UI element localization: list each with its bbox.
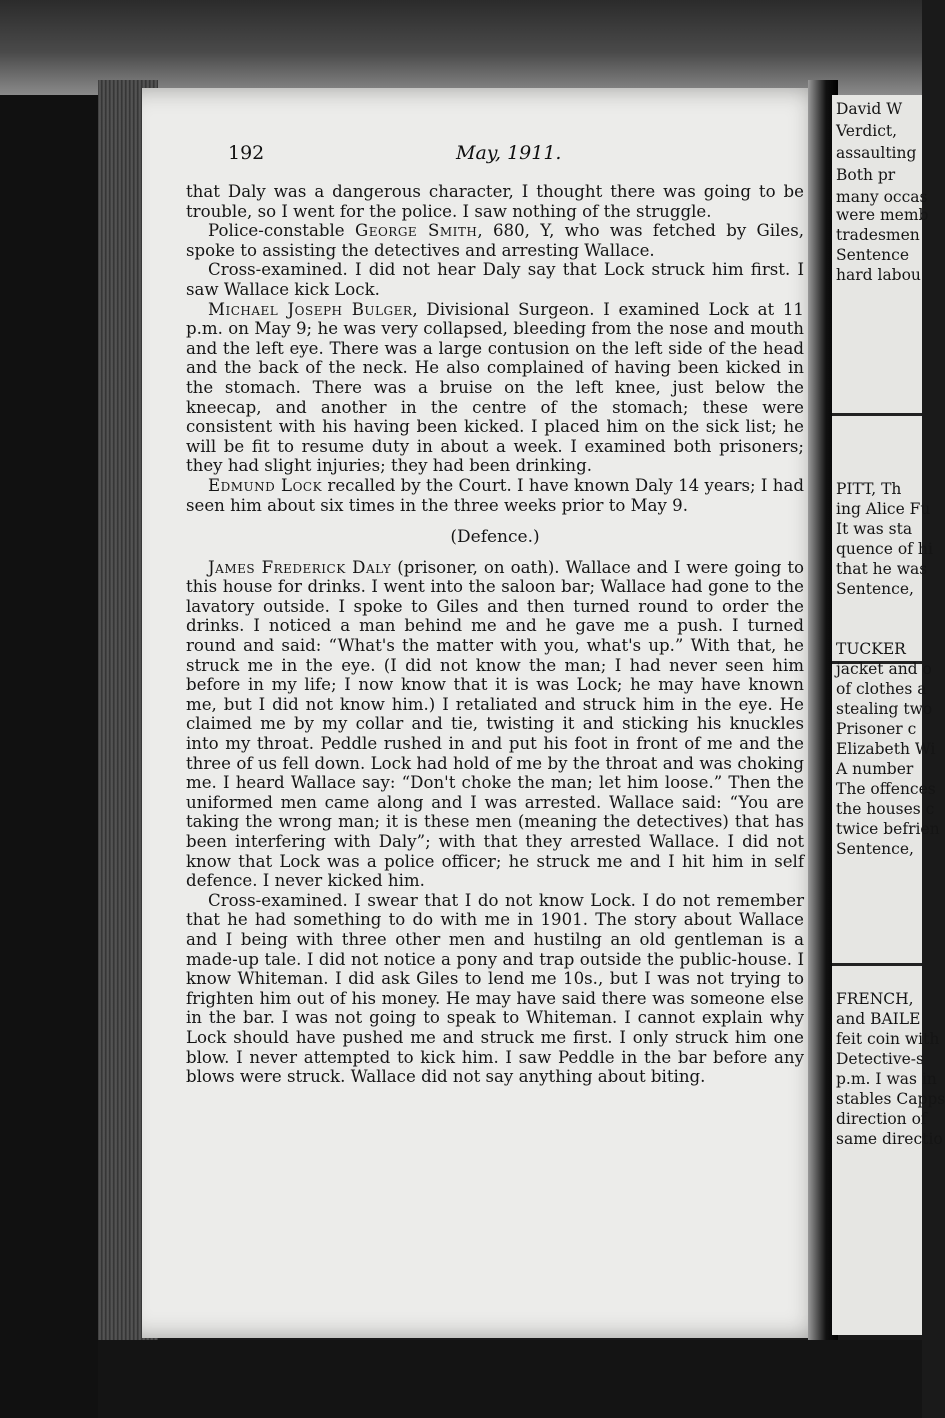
right-page-line: Elizabeth Wi <box>836 740 936 758</box>
paragraph-text: Cross-examined. I did not hear Daly say that Lock struck him first. I saw Wallace kick Lock. <box>186 260 804 299</box>
paragraph-text: Cross-examined. I swear that I do not know Lock. I do not remember that he had something to do with me in 1901. The story about Wallace and I being with three other men and hustilng an old gentleman is a made-up tale. I did not notice a pony and trap outside the public-house. I know Whiteman. I did ask Giles to lend me 10s., but I was not trying to frighten him out of his money. He may have said there was someone else in the bar. I was not going to speak to Whiteman. I cannot explain why Lock should have pushed me and struck me first. I only struck him one blow. I never attempted to kick him. I saw Peddle in the bar before any blows were struck. Wallace did not say anything about biting. <box>186 890 804 1087</box>
right-page-line: Sentence <box>836 246 910 264</box>
right-page-line: jacket and o <box>836 660 932 678</box>
right-page-line: of clothes a <box>836 680 927 698</box>
right-page-line: The offences <box>836 780 936 798</box>
scan-background-bottom <box>98 1340 922 1418</box>
right-page-line: twice befrien <box>836 820 940 838</box>
right-page-line: David W <box>836 100 903 118</box>
paragraph-text: (prisoner, on oath). Wallace and I were going to this house for drinks. I went into the saloon bar; Wallace had gone to the lavatory outside. I spoke to Giles and then turned round to order the drinks. I noticed a man behind me and he gave me a push. I turned round and said: “What's the matter with you, what's up.” With that, he struck me in the eye. (I did not know the man; I had never seen him before in my life; I now know that it is was Lock; he may have known me, but I did not know him.) I retaliated and struck him in the eye. He claimed me by my collar and tie, twisting it and sticking his knuckles into my throat. Peddle rushed in and put his foot in front of me and the three of us fell down. Lock had hold of me by the throat and was choking me. I heard Wallace say: “Don't choke the man; let him loose.” Then the uniformed men came along and I was arrested. Wallace said: “You are taking the wrong man; it is these men (meaning the detectives) that has been interfering with Daly”; with that they arrested Wallace. I did not know that Lock was a police officer; he struck me and I hit him in self defence. I never kicked him. <box>186 557 804 891</box>
right-page-line: A number <box>836 760 914 778</box>
right-page-line: TUCKER <box>836 640 906 658</box>
paragraph <box>186 260 804 299</box>
paragraph <box>186 476 804 515</box>
paragraph <box>186 300 804 476</box>
right-page-line: FRENCH, <box>836 990 914 1008</box>
body-text <box>186 182 804 1087</box>
witness-name: Michael Joseph Bulger <box>208 299 413 319</box>
right-page-line: ing Alice Fu <box>836 500 931 518</box>
page-number: 192 <box>228 142 265 164</box>
right-page-line: hard labou <box>836 266 921 284</box>
paragraph-text: Police-constable <box>208 221 355 241</box>
right-page-line: Both pr <box>836 166 896 184</box>
right-page-line: and BAILE <box>836 1010 921 1028</box>
right-page-line: Detective-s <box>836 1050 924 1068</box>
paragraph-text: , Divisional Surgeon. I examined Lock at 11 p.m. on May 9; he was very collapsed, bleeding from the nose and mouth and the left eye. There was a large contusion on the left side of the head and the back of the neck. He also complained of having been kicked in the stomach. There was a bruise on the left knee, just below the kneecap, and another in the centre of the stomach; these were consistent with his having been kicked. I placed him on the sick list; he will be fit to resume duty in about a week. I examined both prisoners; they had slight injuries; they had been drinking. <box>186 299 804 476</box>
paragraph-text: , 680, Y, who was fetched by Giles, spoke to assisting the detectives and arresting Wallace. <box>186 221 805 260</box>
paragraph-text: that Daly was a dangerous character, I thought there was going to be trouble, so I went for the police. I saw nothing of the struggle. <box>186 182 804 221</box>
page-header <box>228 142 788 172</box>
right-page-line: feit coin with <box>836 1030 940 1048</box>
right-page-line: tradesmen <box>836 226 920 244</box>
witness-name: Edmund Lock <box>208 475 323 495</box>
section-heading: (Defence.) <box>450 527 540 548</box>
right-page-line: assaulting <box>836 144 917 162</box>
witness-name: George Smith <box>354 221 478 241</box>
paragraph <box>186 182 804 221</box>
right-page-line: direction of <box>836 1110 927 1128</box>
right-page-line: Sentence, <box>836 840 914 858</box>
section-rule <box>832 413 922 416</box>
right-page-line: that he was <box>836 560 928 578</box>
section-rule <box>832 963 922 966</box>
paragraph <box>186 558 804 891</box>
right-page-line: many occas <box>836 188 928 206</box>
right-page-line: the houses c <box>836 800 935 818</box>
right-page-fragment <box>832 95 945 1335</box>
right-page-line: same directio <box>836 1130 943 1148</box>
right-page-line: Prisoner c <box>836 720 917 738</box>
right-page-line: were memb <box>836 206 929 224</box>
right-page-line: Sentence, <box>836 580 914 598</box>
right-page-line: quence of hi <box>836 540 933 558</box>
right-page-line: PITT, Th <box>836 480 902 498</box>
right-page-line: stables Capps <box>836 1090 945 1108</box>
running-head: May, 1911. <box>456 142 562 164</box>
right-page-line: p.m. I was in <box>836 1070 937 1088</box>
paragraph <box>186 221 804 260</box>
right-page-line: stealing two <box>836 700 933 718</box>
paragraph-text: recalled by the Court. I have known Daly 14 years; I had seen him about six times in the three weeks prior to May 9. <box>186 475 804 515</box>
right-page-line: It was sta <box>836 520 913 538</box>
book-left-edge <box>0 95 108 1418</box>
paragraph <box>186 891 804 1087</box>
witness-name: James Frederick Daly <box>208 557 392 577</box>
right-page-line: Verdict, <box>836 122 898 140</box>
